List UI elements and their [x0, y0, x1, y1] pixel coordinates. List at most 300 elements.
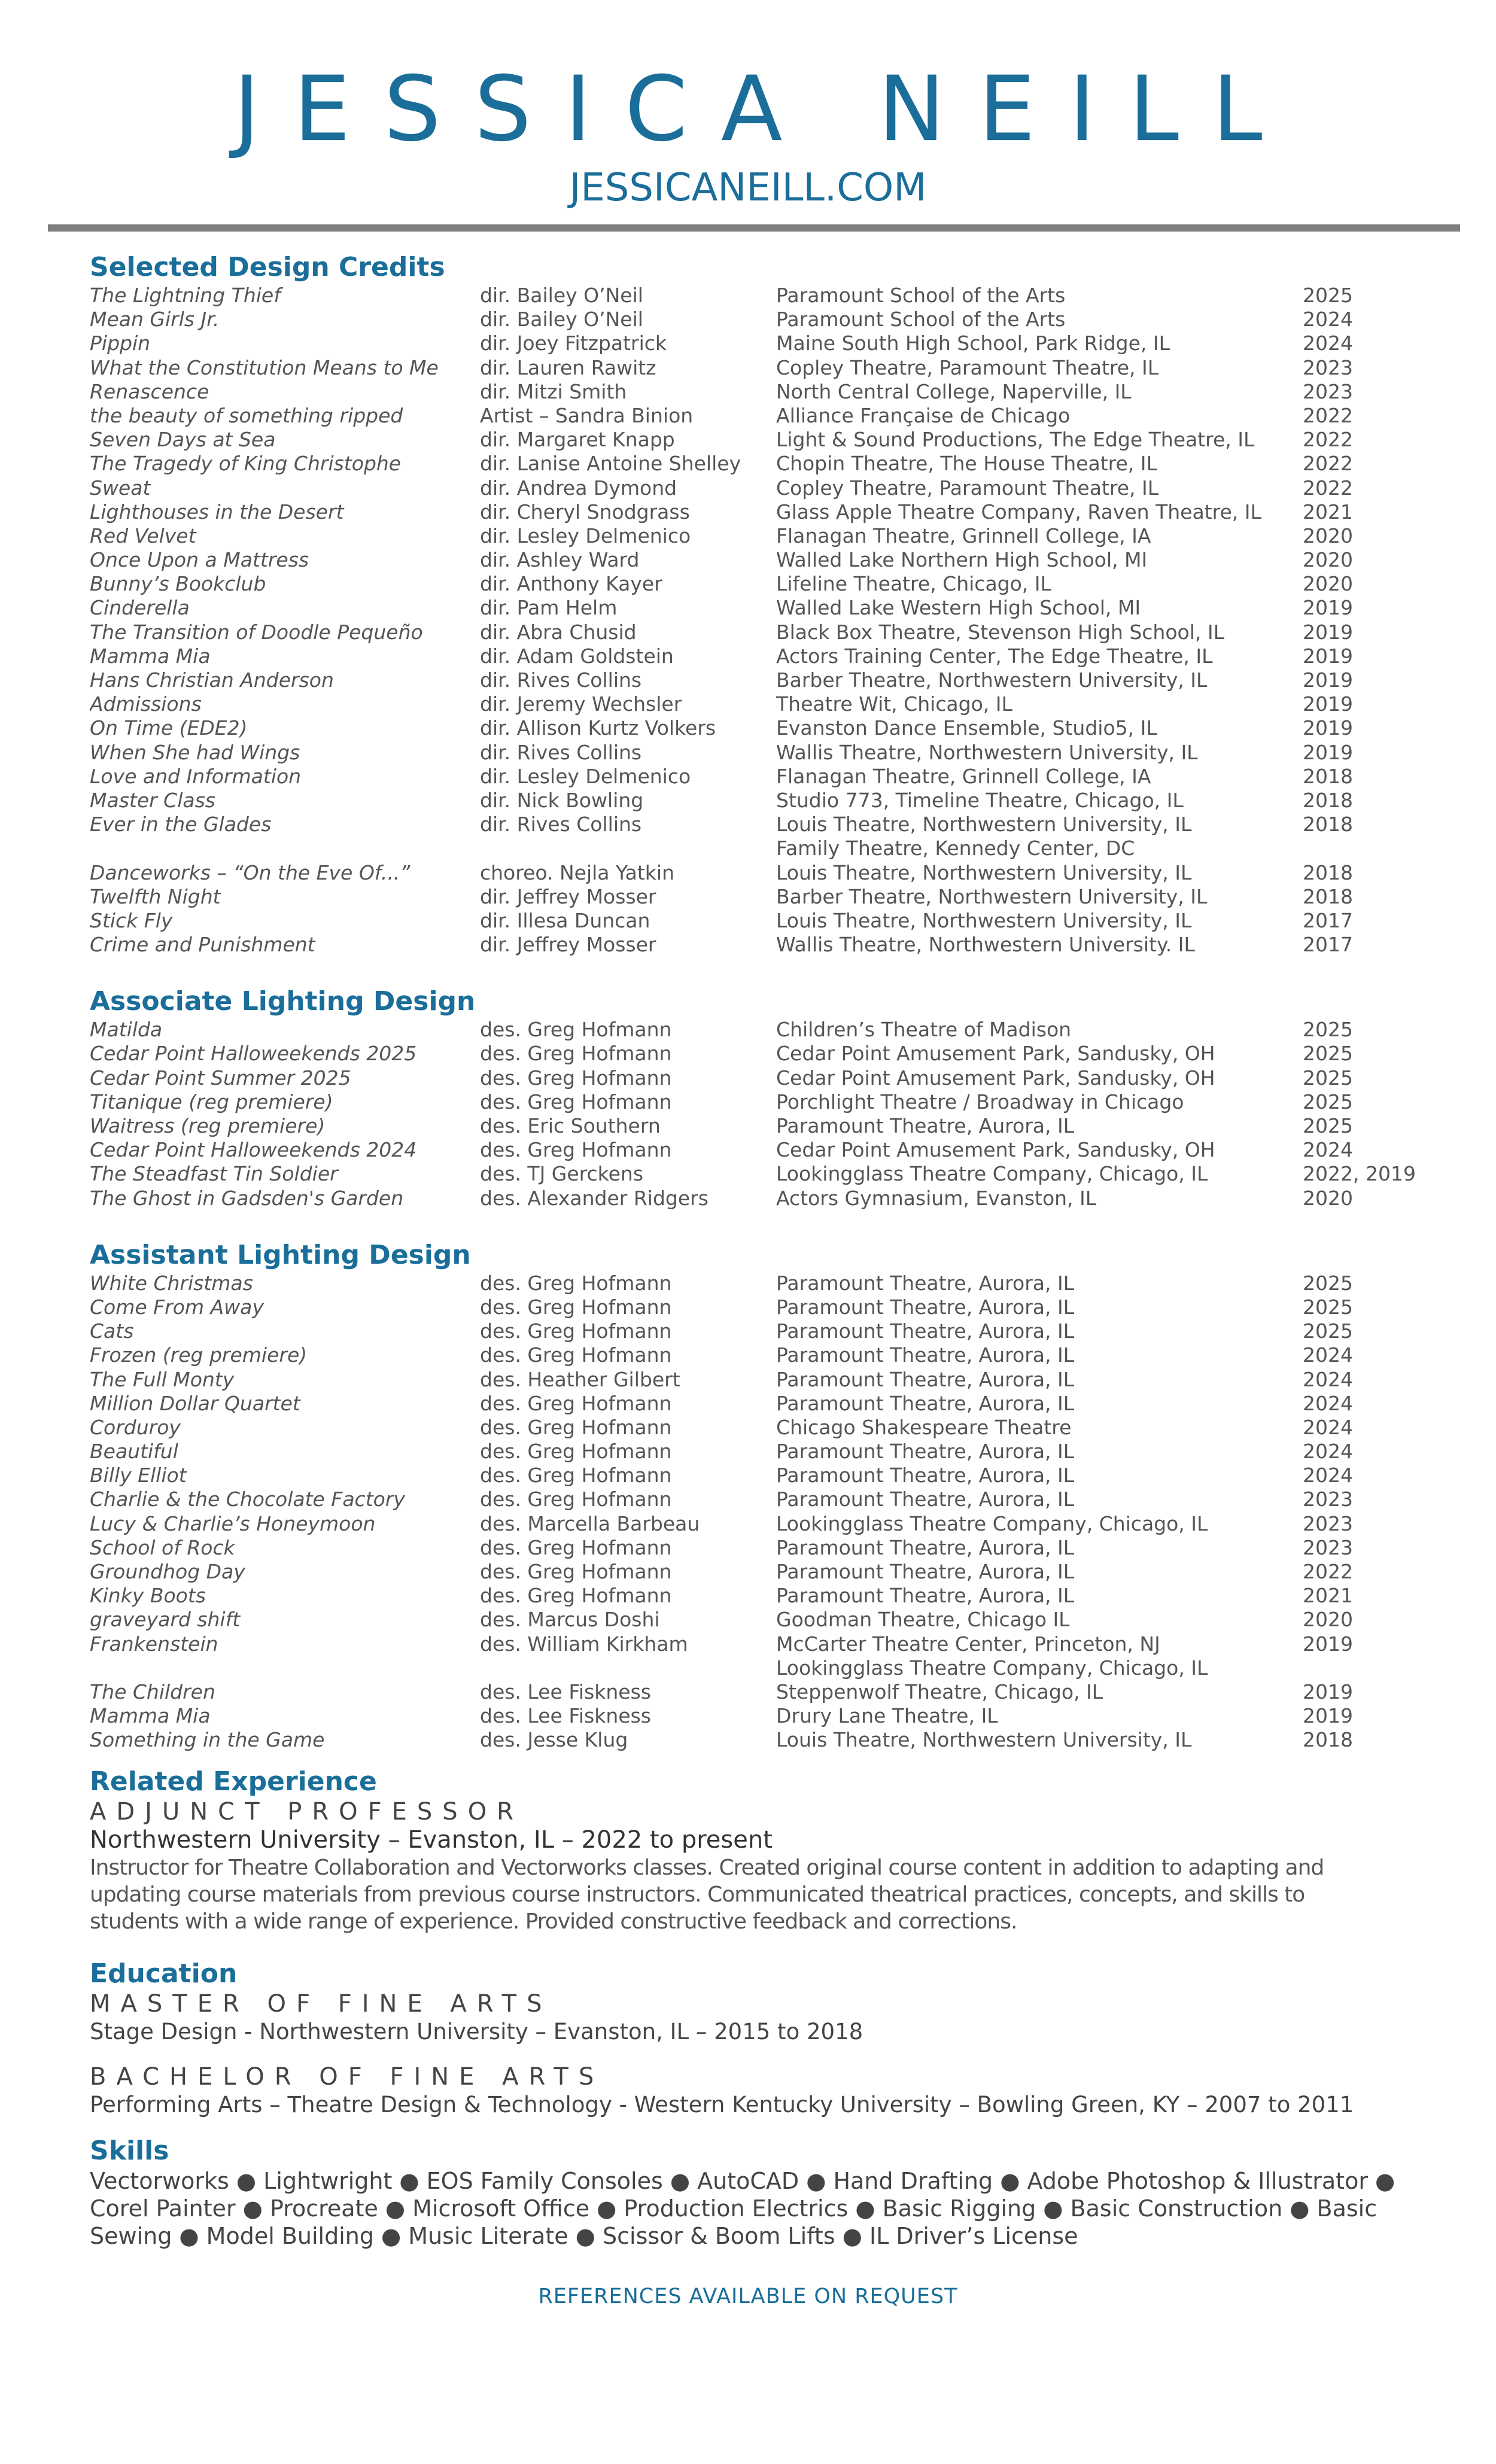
credit-row	[90, 620, 1466, 644]
credit-row	[90, 524, 1466, 548]
credit-person: dir. Bailey O’Neil	[480, 308, 643, 331]
credit-venue: Paramount School of the Arts	[776, 308, 1066, 331]
credit-title: Kinky Boots	[90, 1584, 206, 1608]
credit-row	[90, 1487, 1466, 1511]
credit-row	[90, 1295, 1466, 1319]
credit-venue: Paramount Theatre, Aurora, IL	[776, 1319, 1075, 1343]
credit-title	[90, 1656, 480, 1680]
credit-venue: Chopin Theatre, The House Theatre, IL	[776, 452, 1157, 476]
credit-venue: Paramount Theatre, Aurora, IL	[776, 1114, 1075, 1137]
credit-person: dir. Margaret Knapp	[480, 428, 675, 452]
credit-title: Come From Away	[90, 1295, 264, 1319]
credit-venue: Paramount Theatre, Aurora, IL	[776, 1487, 1075, 1511]
credit-year: 2025	[1303, 1295, 1353, 1319]
credit-year: 2018	[1303, 1728, 1353, 1752]
credit-title: Lucy & Charlie’s Honeymoon	[90, 1511, 376, 1535]
credit-person: dir. Lanise Antoine Shelley	[480, 452, 741, 476]
experience-org: Northwestern University – Evanston, IL – 2022 to present	[90, 1826, 773, 1854]
credit-person: des. Greg Hofmann	[480, 1138, 672, 1162]
credit-title: Billy Elliot	[90, 1464, 187, 1487]
credit-venue: Cedar Point Amusement Park, Sandusky, OH	[776, 1138, 1215, 1162]
credit-row	[90, 452, 1466, 476]
credit-row	[90, 933, 1466, 957]
credit-venue: Children’s Theatre of Madison	[776, 1018, 1072, 1042]
credit-title: On Time (EDE2)	[90, 716, 248, 740]
credit-year: 2018	[1303, 788, 1353, 812]
credit-person: des. Greg Hofmann	[480, 1319, 672, 1343]
credit-title: the beauty of something ripped	[90, 403, 403, 427]
credit-title: White Christmas	[90, 1271, 253, 1295]
credit-row	[90, 1416, 1466, 1440]
credit-person: des. Alexander Ridgers	[480, 1186, 709, 1210]
credit-year: 2020	[1303, 1608, 1353, 1632]
credit-year: 2022	[1303, 403, 1353, 427]
credit-venue: Louis Theatre, Northwestern University, IL	[776, 813, 1192, 836]
credit-year: 2025	[1303, 1018, 1353, 1042]
credit-row	[90, 1162, 1466, 1186]
credit-venue: Chicago Shakespeare Theatre	[776, 1415, 1072, 1439]
credit-year	[1303, 1656, 1422, 1680]
credit-year: 2020	[1303, 572, 1353, 596]
credit-person: dir. Mitzi Smith	[480, 379, 627, 403]
credit-venue: Lookingglass Theatre Company, Chicago, IL	[776, 1511, 1208, 1535]
credit-venue: Paramount Theatre, Aurora, IL	[776, 1295, 1075, 1319]
credit-row	[90, 1319, 1466, 1343]
credit-venue: Louis Theatre, Northwestern University, IL	[776, 908, 1192, 932]
credit-venue: Paramount Theatre, Aurora, IL	[776, 1440, 1075, 1464]
credit-person: des. Greg Hofmann	[480, 1042, 672, 1066]
credit-venue: Paramount Theatre, Aurora, IL	[776, 1343, 1075, 1367]
credit-year: 2024	[1303, 1464, 1353, 1487]
credit-row	[90, 1440, 1466, 1464]
credit-venue: Paramount Theatre, Aurora, IL	[776, 1560, 1075, 1583]
credit-year: 2020	[1303, 548, 1353, 572]
credit-row	[90, 1090, 1466, 1114]
credit-venue: Steppenwolf Theatre, Chicago, IL	[776, 1680, 1103, 1703]
credit-year: 2024	[1303, 1367, 1353, 1391]
credit-venue: Goodman Theatre, Chicago IL	[776, 1608, 1070, 1632]
credit-venue: Evanston Dance Ensemble, Studio5, IL	[776, 716, 1157, 740]
credit-person: des. Greg Hofmann	[480, 1560, 672, 1583]
credit-venue: Theatre Wit, Chicago, IL	[776, 692, 1012, 716]
credit-venue: McCarter Theatre Center, Princeton, NJ	[776, 1632, 1160, 1656]
credit-row	[90, 741, 1466, 765]
credit-person: dir. Rives Collins	[480, 740, 642, 764]
credit-row	[90, 789, 1466, 813]
credit-venue: Alliance Française de Chicago	[776, 403, 1071, 427]
credit-year: 2025	[1303, 1042, 1353, 1066]
credit-person: des. Greg Hofmann	[480, 1464, 672, 1487]
credit-row	[90, 1536, 1466, 1560]
credit-title: Hans Christian Anderson	[90, 668, 334, 692]
credit-row	[90, 1114, 1466, 1138]
credit-row	[90, 1512, 1466, 1536]
credit-person: dir. Jeffrey Mosser	[480, 933, 656, 957]
credit-person: dir. Cheryl Snodgrass	[480, 500, 690, 524]
credit-title: When She had Wings	[90, 740, 300, 764]
credit-row	[90, 716, 1466, 740]
credit-year: 2019	[1303, 740, 1353, 764]
skills-heading: Skills	[90, 2135, 169, 2166]
credit-person: dir. Andrea Dymond	[480, 476, 677, 500]
credit-row	[90, 1368, 1466, 1392]
credit-title: Mamma Mia	[90, 1704, 211, 1728]
credit-person: des. Greg Hofmann	[480, 1295, 672, 1319]
credit-venue: Actors Gymnasium, Evanston, IL	[776, 1186, 1097, 1210]
experience-heading: Related Experience	[90, 1766, 377, 1797]
credit-row	[90, 1018, 1466, 1042]
credit-venue: Copley Theatre, Paramount Theatre, IL	[776, 476, 1159, 500]
credit-venue: North Central College, Naperville, IL	[776, 379, 1132, 403]
credit-person: dir. Jeremy Wechsler	[480, 692, 682, 716]
credit-year: 2021	[1303, 1584, 1353, 1608]
credit-title: Groundhog Day	[90, 1560, 245, 1583]
credit-row	[90, 885, 1466, 909]
credit-row	[90, 668, 1466, 692]
credit-row	[90, 356, 1466, 380]
credit-row	[90, 308, 1466, 331]
credit-title: Cedar Point Halloweekends 2025	[90, 1042, 417, 1066]
credit-title: Matilda	[90, 1018, 163, 1042]
credit-title: Danceworks – “On the Eve Of...”	[90, 860, 411, 884]
credit-title: Bunny’s Bookclub	[90, 572, 266, 596]
credit-venue: Lookingglass Theatre Company, Chicago, IL	[776, 1162, 1208, 1186]
credit-person: dir. Lesley Delmenico	[480, 524, 691, 547]
credit-person: dir. Anthony Kayer	[480, 572, 662, 596]
credit-row	[90, 548, 1466, 572]
credit-year: 2024	[1303, 1343, 1353, 1367]
credit-title: graveyard shift	[90, 1608, 241, 1632]
design-credits-list	[90, 284, 1466, 957]
credit-year: 2023	[1303, 1487, 1353, 1511]
credit-row	[90, 1343, 1466, 1367]
credit-title: Frankenstein	[90, 1632, 218, 1656]
credit-row	[90, 1271, 1466, 1295]
credit-title: Love and Information	[90, 764, 302, 788]
credit-year: 2025	[1303, 284, 1353, 307]
credit-venue: Black Box Theatre, Stevenson High School, IL	[776, 620, 1224, 644]
header-divider	[48, 224, 1460, 232]
credit-title: Pippin	[90, 331, 151, 355]
credit-title: Renascence	[90, 379, 209, 403]
credit-title: The Full Monty	[90, 1367, 235, 1391]
credit-person: des. Lee Fiskness	[480, 1680, 651, 1703]
credit-title: Cedar Point Summer 2025	[90, 1066, 351, 1090]
credit-title: Charlie & the Chocolate Factory	[90, 1487, 405, 1511]
credit-venue: Louis Theatre, Northwestern University, IL	[776, 860, 1192, 884]
credit-person: dir. Joey Fitzpatrick	[480, 331, 667, 355]
credit-row	[90, 1392, 1466, 1416]
credit-year: 2019	[1303, 1680, 1353, 1703]
credit-venue: Studio 773, Timeline Theatre, Chicago, IL	[776, 788, 1184, 812]
credit-row	[90, 1728, 1466, 1752]
applicant-name: JESSICA NEILL	[233, 57, 1296, 162]
credit-person	[480, 1656, 776, 1680]
experience-description: Instructor for Theatre Collaboration and Vectorworks classes. Created original course content in addition to adapting and updating course materials from previous course instructors. Communicated theatrical practices, concepts, and skills to students with a wide range of experience. Provided constructive feedback and corrections.	[90, 1855, 1324, 1934]
credit-row	[90, 1608, 1466, 1632]
credit-person: choreo. Nejla Yatkin	[480, 860, 674, 884]
credit-title: What the Constitution Means to Me	[90, 355, 439, 379]
credit-person: des. Greg Hofmann	[480, 1090, 672, 1114]
credit-row	[90, 644, 1466, 668]
credit-year: 2019	[1303, 716, 1353, 740]
credit-year: 2019	[1303, 644, 1353, 668]
credit-row	[90, 572, 1466, 596]
credit-year: 2025	[1303, 1066, 1353, 1090]
credit-row	[90, 909, 1466, 933]
credit-title: School of Rock	[90, 1535, 235, 1559]
credit-person: dir. Lesley Delmenico	[480, 764, 691, 788]
credit-person: des. Greg Hofmann	[480, 1018, 672, 1042]
credit-row	[90, 1066, 1466, 1090]
credit-title: Stick Fly	[90, 908, 173, 932]
credit-title: The Tragedy of King Christophe	[90, 452, 402, 476]
credit-person: des. Greg Hofmann	[480, 1391, 672, 1415]
credit-year: 2024	[1303, 1138, 1353, 1162]
credit-venue: Maine South High School, Park Ridge, IL	[776, 331, 1170, 355]
credit-title: Cats	[90, 1319, 134, 1343]
credit-person: des. Lee Fiskness	[480, 1704, 651, 1728]
credit-person: dir. Nick Bowling	[480, 788, 644, 812]
credit-venue: Light & Sound Productions, The Edge Theatre, IL	[776, 428, 1255, 452]
credit-year: 2019	[1303, 692, 1353, 716]
credit-person: dir. Bailey O’Neil	[480, 284, 643, 307]
credit-year: 2018	[1303, 860, 1353, 884]
credit-title	[90, 836, 480, 860]
credit-person: des. Greg Hofmann	[480, 1343, 672, 1367]
credit-venue: Paramount Theatre, Aurora, IL	[776, 1391, 1075, 1415]
credit-person: dir. Rives Collins	[480, 813, 642, 836]
website-link[interactable]: JESSICANEILL.COM	[569, 166, 927, 210]
credit-year: 2025	[1303, 1271, 1353, 1295]
credit-venue: Paramount Theatre, Aurora, IL	[776, 1464, 1075, 1487]
credit-row	[90, 476, 1466, 500]
credit-title: Admissions	[90, 692, 202, 716]
assistant-credits-list	[90, 1271, 1466, 1753]
credit-year: 2024	[1303, 1391, 1353, 1415]
credit-person: des. Greg Hofmann	[480, 1271, 672, 1295]
credit-year: 2018	[1303, 884, 1353, 908]
resume-body	[90, 251, 1466, 2250]
assistant-heading: Assistant Lighting Design	[90, 1239, 471, 1270]
credit-year: 2019	[1303, 1704, 1353, 1728]
credit-person: des. Greg Hofmann	[480, 1066, 672, 1090]
credit-venue: Paramount Theatre, Aurora, IL	[776, 1271, 1075, 1295]
credit-venue: Walled Lake Western High School, MI	[776, 596, 1141, 620]
credit-row	[90, 1464, 1466, 1487]
credit-year: 2025	[1303, 1090, 1353, 1114]
credit-row	[90, 284, 1466, 308]
credit-person: des. William Kirkham	[480, 1632, 688, 1656]
credit-person: dir. Jeffrey Mosser	[480, 884, 656, 908]
credit-venue: Actors Training Center, The Edge Theatre, IL	[776, 644, 1213, 668]
references-note: REFERENCES AVAILABLE ON REQUEST	[538, 2284, 958, 2308]
associate-credits-list	[90, 1018, 1466, 1210]
credit-year: 2020	[1303, 524, 1353, 547]
credit-year: 2024	[1303, 308, 1353, 331]
design-credits-heading: Selected Design Credits	[90, 252, 445, 282]
credit-title: Twelfth Night	[90, 884, 221, 908]
credit-title: The Steadfast Tin Soldier	[90, 1162, 338, 1186]
credit-venue: Barber Theatre, Northwestern University, IL	[776, 884, 1208, 908]
credit-year: 2023	[1303, 1535, 1353, 1559]
credit-person: des. Eric Southern	[480, 1114, 661, 1137]
credit-row	[90, 331, 1466, 355]
credit-title: The Children	[90, 1680, 215, 1703]
credit-person: des. Greg Hofmann	[480, 1440, 672, 1464]
credit-venue: Family Theatre, Kennedy Center, DC	[776, 836, 1135, 860]
credit-venue: Walled Lake Northern High School, MI	[776, 548, 1148, 572]
credit-year: 2017	[1303, 933, 1353, 957]
credit-person: dir. Illesa Duncan	[480, 908, 650, 932]
credit-venue: Drury Lane Theatre, IL	[776, 1704, 998, 1728]
credit-title: Cinderella	[90, 596, 190, 620]
credit-year: 2018	[1303, 813, 1353, 836]
credit-row	[90, 500, 1466, 524]
credit-person	[480, 836, 776, 860]
credit-venue: Louis Theatre, Northwestern University, IL	[776, 1728, 1192, 1752]
credit-year: 2023	[1303, 355, 1353, 379]
credit-year: 2023	[1303, 379, 1353, 403]
credit-venue: Wallis Theatre, Northwestern University. IL	[776, 933, 1195, 957]
credit-row	[90, 596, 1466, 620]
credit-venue: Wallis Theatre, Northwestern University, IL	[776, 740, 1198, 764]
credit-title: Master Class	[90, 788, 216, 812]
credit-venue: Paramount Theatre, Aurora, IL	[776, 1535, 1075, 1559]
credit-title: Cedar Point Halloweekends 2024	[90, 1138, 417, 1162]
credit-year: 2022	[1303, 1560, 1353, 1583]
credit-venue: Flanagan Theatre, Grinnell College, IA	[776, 764, 1151, 788]
credit-title: The Transition of Doodle Pequeño	[90, 620, 423, 644]
credit-row	[90, 1656, 1466, 1680]
credit-person: dir. Lauren Rawitz	[480, 355, 656, 379]
credit-year: 2019	[1303, 1632, 1353, 1656]
credit-venue: Cedar Point Amusement Park, Sandusky, OH	[776, 1042, 1215, 1066]
credit-year: 2019	[1303, 668, 1353, 692]
credit-venue: Paramount Theatre, Aurora, IL	[776, 1367, 1075, 1391]
credit-row	[90, 404, 1466, 428]
credit-title: Ever in the Glades	[90, 813, 272, 836]
credit-venue: Paramount School of the Arts	[776, 284, 1066, 307]
credit-title: Frozen (reg premiere)	[90, 1343, 308, 1367]
credit-person: des. Jesse Klug	[480, 1728, 628, 1752]
credit-year: 2022	[1303, 428, 1353, 452]
credit-year: 2022, 2019	[1303, 1162, 1416, 1186]
credit-title: Something in the Game	[90, 1728, 325, 1752]
credit-person: dir. Abra Chusid	[480, 620, 637, 644]
degree-detail: Stage Design - Northwestern University – Evanston, IL – 2015 to 2018	[90, 2018, 863, 2045]
credit-year: 2024	[1303, 331, 1353, 355]
credit-title: Mamma Mia	[90, 644, 211, 668]
associate-heading: Associate Lighting Design	[90, 986, 476, 1017]
credit-venue: Barber Theatre, Northwestern University, IL	[776, 668, 1208, 692]
credit-person: des. TJ Gerckens	[480, 1162, 644, 1186]
credit-year: 2020	[1303, 1186, 1353, 1210]
credit-title: Once Upon a Mattress	[90, 548, 309, 572]
credit-person: des. Marcella Barbeau	[480, 1511, 700, 1535]
credit-person: dir. Pam Helm	[480, 596, 618, 620]
education-heading: Education	[90, 1958, 238, 1989]
credit-title: Mean Girls Jr.	[90, 308, 220, 331]
credit-venue: Glass Apple Theatre Company, Raven Theatre, IL	[776, 500, 1261, 524]
credit-year	[1303, 836, 1422, 860]
credit-venue: Paramount Theatre, Aurora, IL	[776, 1584, 1075, 1608]
credit-person: dir. Allison Kurtz Volkers	[480, 716, 716, 740]
credit-title: Crime and Punishment	[90, 933, 315, 957]
credit-title: Waitress (reg premiere)	[90, 1114, 326, 1137]
credit-person: des. Greg Hofmann	[480, 1535, 672, 1559]
credit-title: Titanique (reg premiere)	[90, 1090, 333, 1114]
credit-venue: Lifeline Theatre, Chicago, IL	[776, 572, 1051, 596]
credit-year: 2017	[1303, 908, 1353, 932]
credit-title: The Ghost in Gadsden's Garden	[90, 1186, 404, 1210]
credit-person: des. Greg Hofmann	[480, 1487, 672, 1511]
credit-row	[90, 1680, 1466, 1704]
experience-role: ADJUNCT PROFESSOR	[90, 1797, 524, 1826]
credit-row	[90, 1632, 1466, 1656]
credit-year: 2022	[1303, 452, 1353, 476]
credit-title: Million Dollar Quartet	[90, 1391, 300, 1415]
credit-year: 2019	[1303, 596, 1353, 620]
credit-title: The Lightning Thief	[90, 284, 281, 307]
credit-row	[90, 692, 1466, 716]
credit-row	[90, 1138, 1466, 1162]
credit-title: Red Velvet	[90, 524, 196, 547]
credit-year: 2024	[1303, 1440, 1353, 1464]
credit-person: des. Greg Hofmann	[480, 1415, 672, 1439]
credit-venue: Cedar Point Amusement Park, Sandusky, OH	[776, 1066, 1215, 1090]
credit-year: 2025	[1303, 1319, 1353, 1343]
credit-year: 2025	[1303, 1114, 1353, 1137]
credit-row	[90, 813, 1466, 836]
credit-venue: Copley Theatre, Paramount Theatre, IL	[776, 355, 1159, 379]
credit-row	[90, 428, 1466, 452]
credit-year: 2021	[1303, 500, 1353, 524]
credit-title: Sweat	[90, 476, 151, 500]
credit-person: dir. Ashley Ward	[480, 548, 640, 572]
credit-person: Artist – Sandra Binion	[480, 403, 694, 427]
credit-row	[90, 1187, 1466, 1210]
credit-row	[90, 861, 1466, 885]
credit-row	[90, 380, 1466, 404]
credit-venue: Lookingglass Theatre Company, Chicago, IL	[776, 1656, 1208, 1680]
credit-row	[90, 1560, 1466, 1584]
credit-venue: Porchlight Theatre / Broadway in Chicago	[776, 1090, 1184, 1114]
credit-person: des. Greg Hofmann	[480, 1584, 672, 1608]
credit-row	[90, 1584, 1466, 1608]
credit-title: Seven Days at Sea	[90, 428, 276, 452]
degree-detail: Performing Arts – Theatre Design & Technology - Western Kentucky University – Bowling Green, KY – 2007 to 2011	[90, 2091, 1354, 2118]
credit-person: dir. Adam Goldstein	[480, 644, 674, 668]
credit-year: 2024	[1303, 1415, 1353, 1439]
credit-year: 2019	[1303, 620, 1353, 644]
credit-venue: Flanagan Theatre, Grinnell College, IA	[776, 524, 1151, 547]
credit-person: des. Heather Gilbert	[480, 1367, 680, 1391]
degree-title: BACHELOR OF FINE ARTS	[90, 2063, 604, 2091]
skills-list: Vectorworks ● Lightwright ● EOS Family Consoles ● AutoCAD ● Hand Drafting ● Adobe Photoshop & Illustrator ● Corel Painter ● Procreate ● Microsoft Office ● Production Electrics ● Basic Rigging ● Basic Construction ● Basic Sewing ● Model Building ● Music Literate ● Scissor & Boom Lifts ● IL Driver’s License	[90, 2167, 1395, 2249]
credit-person: des. Marcus Doshi	[480, 1608, 660, 1632]
credit-row	[90, 836, 1466, 860]
credit-row	[90, 765, 1466, 789]
credit-year: 2018	[1303, 764, 1353, 788]
credit-year: 2023	[1303, 1511, 1353, 1535]
credit-person: dir. Rives Collins	[480, 668, 642, 692]
degree-title: MASTER OF FINE ARTS	[90, 1990, 552, 2018]
credit-title: Beautiful	[90, 1440, 178, 1464]
credit-row	[90, 1042, 1466, 1066]
credit-year: 2022	[1303, 476, 1353, 500]
credit-row	[90, 1704, 1466, 1728]
